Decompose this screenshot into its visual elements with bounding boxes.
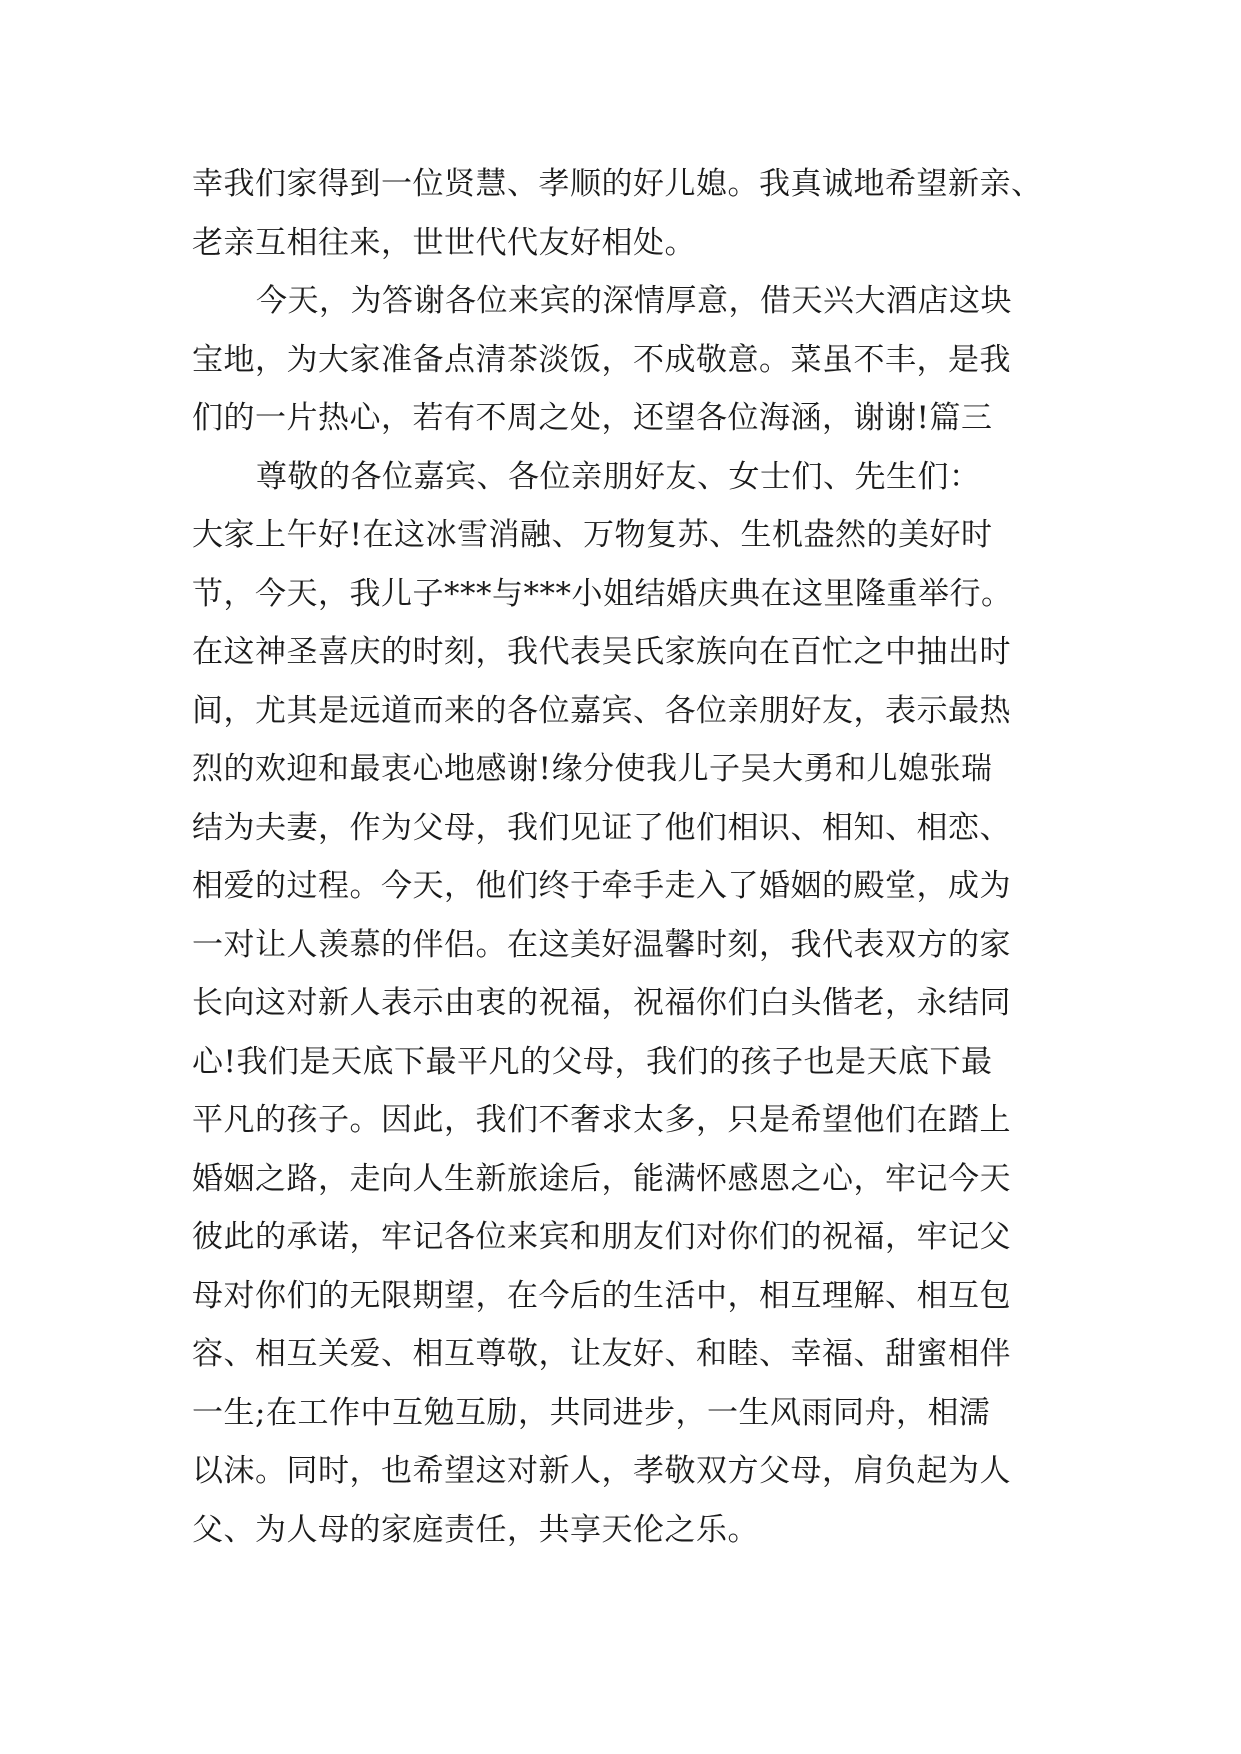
text-line: 彼此的承诺，牢记各位来宾和朋友们对你们的祝福，牢记父 <box>192 1219 1011 1255</box>
text-line: 今天，为答谢各位来宾的深情厚意，借天兴大酒店这块 <box>256 283 1012 319</box>
text-line: 结为夫妻，作为父母，我们见证了他们相识、相知、相恋、 <box>192 809 1011 846</box>
text-line: 一对让人羡慕的伴侣。在这美好温馨时刻，我代表双方的家 <box>192 926 1011 963</box>
text-line: 平凡的孩子。因此，我们不奢求太多，只是希望他们在踏上 <box>192 1102 1011 1138</box>
text-line: 老亲互相往来，世世代代友好相处。 <box>192 224 696 261</box>
text-line: 宝地，为大家准备点清茶淡饭，不成敬意。菜虽不丰，是我 <box>192 341 1011 378</box>
text-line: 节，今天，我儿子***与***小姐结婚庆典在这里隆重举行。 <box>192 575 1013 612</box>
text-line: 们的一片热心，若有不周之处，还望各位海涵，谢谢!篇三 <box>192 400 993 436</box>
text-line: 容、相互关爱、相互尊敬，让友好、和睦、幸福、甜蜜相伴 <box>192 1336 1011 1372</box>
text-line: 心!我们是天底下最平凡的父母，我们的孩子也是天底下最 <box>192 1043 993 1080</box>
text-line: 在这神圣喜庆的时刻，我代表吴氏家族向在百忙之中抽出时 <box>192 634 1011 670</box>
text-line: 相爱的过程。今天，他们终于牵手走入了婚姻的殿堂，成为 <box>192 868 1011 904</box>
text-line: 大家上午好!在这冰雪消融、万物复苏、生机盎然的美好时 <box>192 517 993 553</box>
text-line: 尊敬的各位嘉宾、各位亲朋好友、女士们、先生们： <box>256 458 981 495</box>
text-line: 一生;在工作中互勉互励，共同进步，一生风雨同舟，相濡 <box>192 1394 991 1431</box>
text-line: 烈的欢迎和最衷心地感谢!缘分使我儿子吴大勇和儿媳张瑞 <box>192 751 993 787</box>
text-line: 间，尤其是远道而来的各位嘉宾、各位亲朋好友，表示最热 <box>192 692 1011 729</box>
text-line: 幸我们家得到一位贤慧、孝顺的好儿媳。我真诚地希望新亲、 <box>192 166 1043 202</box>
text-line: 父、为人母的家庭责任，共享天伦之乐。 <box>192 1511 759 1548</box>
text-line: 婚姻之路，走向人生新旅途后，能满怀感恩之心，牢记今天 <box>192 1160 1011 1197</box>
text-line: 长向这对新人表示由衷的祝福，祝福你们白头偕老，永结同 <box>192 985 1011 1021</box>
text-line: 母对你们的无限期望，在今后的生活中，相互理解、相互包 <box>192 1277 1011 1314</box>
text-line: 以沫。同时，也希望这对新人，孝敬双方父母，肩负起为人 <box>192 1453 1011 1489</box>
document-body <box>192 155 1072 1559</box>
